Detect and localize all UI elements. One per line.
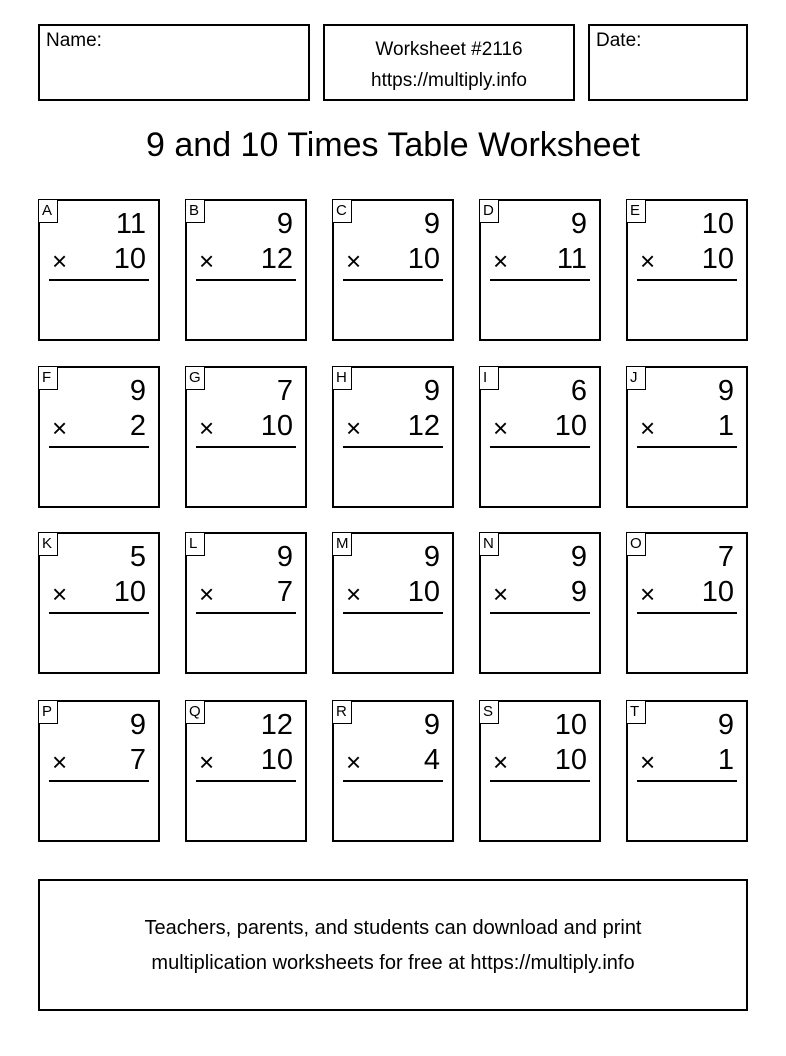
multiplicand: 9 [423, 541, 440, 573]
multiplicand: 9 [570, 208, 587, 240]
times-sign: × [199, 246, 215, 276]
footer-line-2: multiplication worksheets for free at https://multiply.info [151, 952, 635, 974]
times-sign: × [199, 413, 215, 443]
answer-line [637, 780, 737, 782]
times-sign: × [52, 246, 68, 276]
times-sign: × [493, 747, 509, 777]
footer-note [38, 879, 748, 1011]
multiplier: 1 [717, 410, 734, 442]
name-field[interactable] [38, 24, 310, 101]
times-sign: × [52, 413, 68, 443]
problem-card [626, 199, 748, 341]
multiplier: 10 [113, 576, 146, 608]
multiplicand: 10 [554, 709, 587, 741]
worksheet-url: https://multiply.info [371, 70, 527, 91]
problem-letter: H [332, 366, 352, 390]
answer-line [490, 780, 590, 782]
problem-card [332, 532, 454, 674]
answer-line [343, 780, 443, 782]
answer-line [637, 612, 737, 614]
answer-line [490, 279, 590, 281]
problem-letter: K [38, 532, 58, 556]
problem-letter: D [479, 199, 499, 223]
multiplier: 1 [717, 744, 734, 776]
problem-card [38, 700, 160, 842]
name-label: Name: [46, 30, 102, 51]
answer-line [343, 612, 443, 614]
worksheet-info [325, 26, 573, 96]
problem-letter: J [626, 366, 646, 390]
problem-letter: A [38, 199, 58, 223]
multiplicand: 9 [717, 709, 734, 741]
problem-card [185, 700, 307, 842]
problem-card [479, 532, 601, 674]
multiplicand: 9 [276, 541, 293, 573]
problem-card [626, 532, 748, 674]
problem-letter: G [185, 366, 205, 390]
times-sign: × [346, 747, 362, 777]
answer-line [196, 612, 296, 614]
multiplier: 10 [554, 410, 587, 442]
problem-card [332, 199, 454, 341]
problem-letter: C [332, 199, 352, 223]
multiplicand: 9 [717, 375, 734, 407]
problem-card [332, 700, 454, 842]
problem-card [626, 366, 748, 508]
answer-line [196, 279, 296, 281]
answer-line [196, 446, 296, 448]
times-sign: × [640, 246, 656, 276]
multiplicand: 5 [129, 541, 146, 573]
times-sign: × [640, 579, 656, 609]
multiplier: 7 [276, 576, 293, 608]
answer-line [49, 446, 149, 448]
multiplier: 7 [129, 744, 146, 776]
problem-letter: F [38, 366, 58, 390]
multiplier: 10 [407, 243, 440, 275]
problem-letter: S [479, 700, 499, 724]
problem-card [479, 199, 601, 341]
multiplicand: 9 [276, 208, 293, 240]
multiplier: 10 [113, 243, 146, 275]
multiplicand: 9 [129, 709, 146, 741]
answer-line [490, 446, 590, 448]
problem-card [185, 366, 307, 508]
answer-line [343, 279, 443, 281]
multiplier: 10 [701, 576, 734, 608]
multiplicand: 9 [570, 541, 587, 573]
times-sign: × [346, 246, 362, 276]
multiplier: 10 [407, 576, 440, 608]
multiplicand: 10 [701, 208, 734, 240]
answer-line [49, 780, 149, 782]
problem-card [479, 366, 601, 508]
problem-card [185, 199, 307, 341]
problem-letter: M [332, 532, 352, 556]
times-sign: × [640, 413, 656, 443]
problem-card [38, 532, 160, 674]
multiplier: 2 [129, 410, 146, 442]
answer-line [49, 612, 149, 614]
times-sign: × [199, 579, 215, 609]
multiplicand: 9 [423, 208, 440, 240]
multiplier: 4 [423, 744, 440, 776]
answer-line [49, 279, 149, 281]
page-title: 9 and 10 Times Table Worksheet [146, 126, 640, 164]
problem-letter: T [626, 700, 646, 724]
problem-card [626, 700, 748, 842]
problem-card [185, 532, 307, 674]
multiplicand: 7 [717, 541, 734, 573]
times-sign: × [640, 747, 656, 777]
multiplicand: 7 [276, 375, 293, 407]
problem-letter: R [332, 700, 352, 724]
footer-line-1: Teachers, parents, and students can download and print [144, 917, 642, 939]
multiplier: 10 [260, 410, 293, 442]
times-sign: × [346, 413, 362, 443]
problem-letter: N [479, 532, 499, 556]
times-sign: × [52, 747, 68, 777]
problem-card [38, 199, 160, 341]
problem-letter: O [626, 532, 646, 556]
answer-line [196, 780, 296, 782]
multiplier: 10 [554, 744, 587, 776]
problem-letter: E [626, 199, 646, 223]
multiplier: 10 [701, 243, 734, 275]
multiplier: 12 [407, 410, 440, 442]
times-sign: × [52, 579, 68, 609]
problem-letter: B [185, 199, 205, 223]
date-label: Date: [596, 30, 642, 51]
times-sign: × [346, 579, 362, 609]
answer-line [637, 446, 737, 448]
problem-card [332, 366, 454, 508]
multiplier: 11 [556, 243, 587, 275]
multiplier: 12 [260, 243, 293, 275]
times-sign: × [493, 246, 509, 276]
problem-letter: I [479, 366, 499, 390]
date-field[interactable] [588, 24, 748, 101]
problem-card [479, 700, 601, 842]
multiplicand: 12 [260, 709, 293, 741]
problem-letter: L [185, 532, 205, 556]
multiplicand: 11 [115, 208, 146, 240]
worksheet-number: Worksheet #2116 [375, 39, 523, 60]
multiplicand: 9 [423, 709, 440, 741]
problem-letter: P [38, 700, 58, 724]
problem-card [38, 366, 160, 508]
problem-letter: Q [185, 700, 205, 724]
multiplier: 9 [570, 576, 587, 608]
multiplicand: 9 [129, 375, 146, 407]
answer-line [490, 612, 590, 614]
times-sign: × [493, 579, 509, 609]
multiplicand: 6 [570, 375, 587, 407]
multiplier: 10 [260, 744, 293, 776]
times-sign: × [199, 747, 215, 777]
times-sign: × [493, 413, 509, 443]
multiplicand: 9 [423, 375, 440, 407]
answer-line [343, 446, 443, 448]
worksheet-info-box [323, 24, 575, 101]
answer-line [637, 279, 737, 281]
